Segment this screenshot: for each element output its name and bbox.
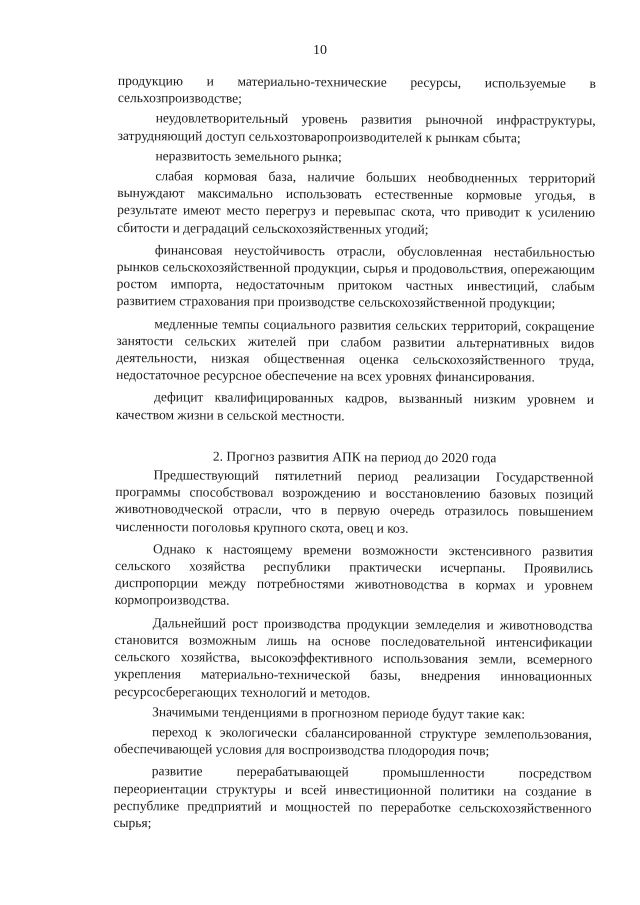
paragraph: неудовлетворительный уровень развития рыночной инфраструктуры, затрудняющий доступ сельхозтоваропроизводителей к рынкам сбыта;	[117, 110, 596, 146]
paragraph: переход к экологически сбалансированной структуре землепользования, обеспечивающей условия для воспроизводства плодородия почв;	[113, 724, 593, 759]
paragraph: финансовая неустойчивость отрасли, обусловленная нестабильностью рынков сельскохозяйственной продукции, сырья и продовольствия, опережающим ростом импорта, недостаточным притоком частных инвестиций, слабым развитием страхования при производстве сельскохозяйственной продукции;	[116, 242, 595, 312]
paragraph: Дальнейший рост производства продукции земледелия и животноводства становится возможным лишь на основе последовательной интенсификации сельского хозяйства, высокоэффективного использования земли, всемерного укрепления материально-технической базы, внедрения инновационных ресурсосберегающих технологий и методов.	[114, 614, 593, 701]
paragraph: дефицит квалифицированных кадров, вызванный низким уровнем и качеством жизни в сельской местности.	[115, 389, 595, 424]
paragraph: Однако к настоящему времени возможности экстенсивного развития сельского хозяйства республики практически исчерпаны. Проявились диспропорции между потребностями животноводства в кормах и уровнем кормопроизводства.	[114, 541, 594, 609]
page-number: 10	[313, 43, 327, 58]
paragraph: неразвитость земельного рынка;	[155, 148, 342, 165]
paragraph: Значимыми тенденциями в прогнозном периоде будут такие как:	[152, 703, 526, 722]
paragraph: Предшествующий пятилетний период реализации Государственной программы способствовал возрождению и восстановлению базовых позиций животноводческой отрасли, что в первую очередь отразилось повышением численности поголовья крупного скота, овец и коз.	[115, 467, 594, 536]
paragraph: медленные темпы социального развития сельских территорий, сокращение занятости сельских жителей при слабом развитии альтернативных видов деятельности, низкая общественная оценка сельскохозяйственного труда, недостаточное ресурсное обеспечение на всех уровнях финансирования.	[116, 315, 595, 385]
section-heading: 2. Прогноз развития АПК на период до 2020 года	[212, 448, 497, 466]
paragraph: продукцию и материально-технические ресурсы, используемые в сельхозпроизводстве;	[117, 72, 596, 106]
paragraph: слабая кормовая база, наличие больших необводненных территорий вынуждают максимально использовать естественные кормовые угодья, в результате имеют место перегруз и перевыпас скота, что приводит к усилению сбитости и деградаций сельскохозяйственных угодий;	[117, 168, 596, 237]
document-body	[113, 72, 596, 834]
paragraph: развитие перерабатывающей промышленности посредством переориентации структуры и всей инвестиционной политики на создание в республике предприятий и мощностей по переработке сельскохозяйственного сырья;	[113, 763, 592, 831]
